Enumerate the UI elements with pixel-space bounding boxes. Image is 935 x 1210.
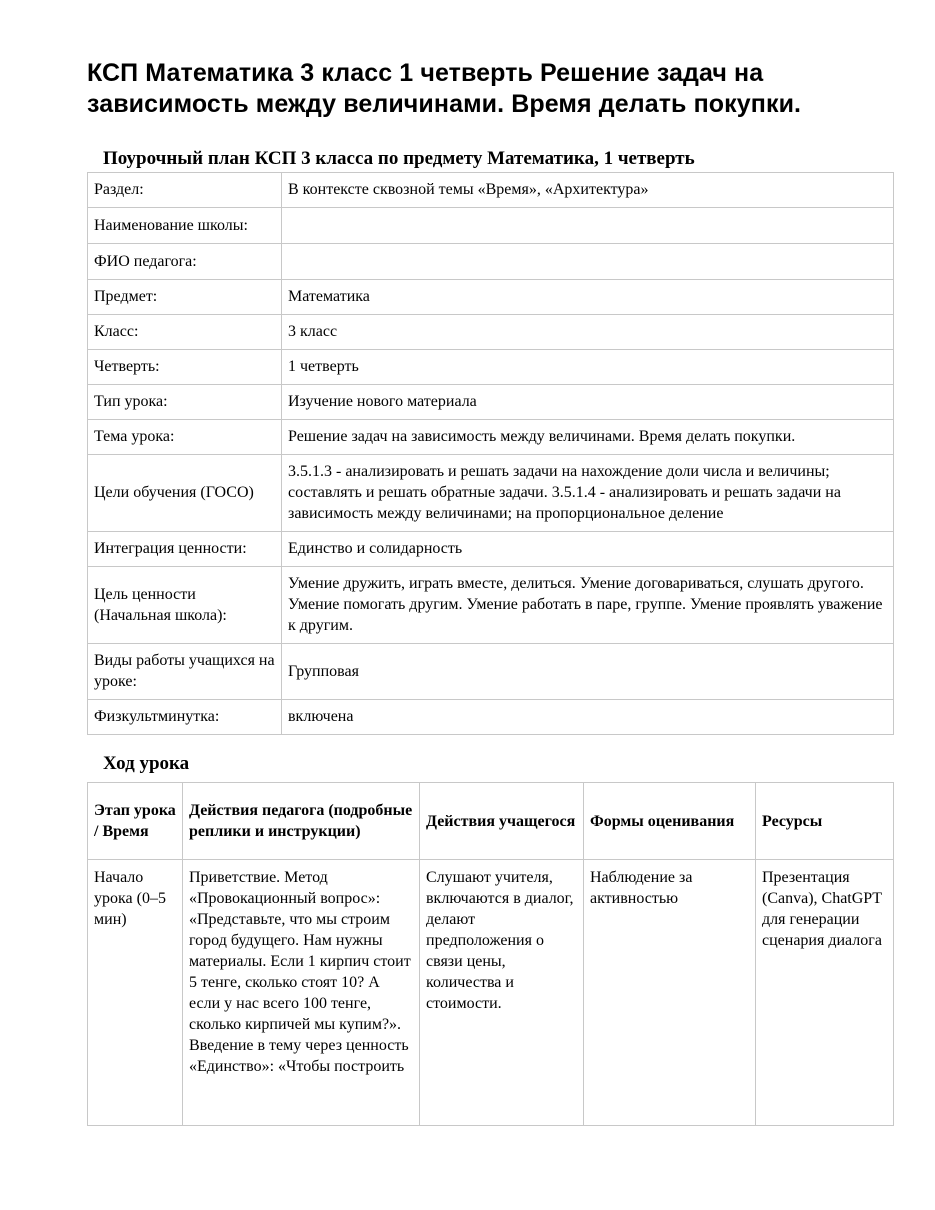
info-label: Раздел: [88,173,282,208]
plan-heading: Поурочный план КСП 3 класса по предмету Математика, 1 четверть [103,148,695,169]
info-value: Единство и солидарность [282,532,894,567]
info-label: Виды работы учащихся на уроке: [88,644,282,700]
info-value: включена [282,700,894,735]
info-row [88,420,894,455]
header-teacher-actions: Действия педагога (подробные реплики и инструкции) [183,783,420,860]
stage-time-cell: Начало урока (0–5 мин) [88,860,183,1126]
info-value: Групповая [282,644,894,700]
info-row [88,208,894,244]
info-row [88,700,894,735]
info-value: В контексте сквозной темы «Время», «Архитектура» [282,173,894,208]
info-value: 3.5.1.3 - анализировать и решать задачи на нахождение доли числа и величины; составлять и решать обратные задачи. 3.5.1.4 - анализировать и решать задачи на зависимость между величинами; на пропорциональное деление [282,455,894,532]
info-row [88,385,894,420]
info-value: 1 четверть [282,350,894,385]
info-label: ФИО педагога: [88,244,282,280]
info-row [88,567,894,644]
info-value: Математика [282,280,894,315]
info-label: Цели обучения (ГОСО) [88,455,282,532]
info-row [88,315,894,350]
header-stage-time: Этап урока / Время [88,783,183,860]
resources-cell: Презентация (Canva), ChatGPT для генерации сценария диалога [756,860,894,1126]
info-label: Тип урока: [88,385,282,420]
info-value: Изучение нового материала [282,385,894,420]
info-value [282,208,894,244]
info-row [88,244,894,280]
lesson-flow-header-row [88,783,894,860]
lesson-flow-row [88,860,894,1126]
info-row [88,350,894,385]
info-value [282,244,894,280]
teacher-actions-cell: Приветствие. Метод «Провокационный вопрос»: «Представьте, что мы строим город будущего. Нам нужны материалы. Если 1 кирпич стоит 5 тенге, сколько стоят 10? А если у нас всего 100 тенге, сколько кирпичей мы купим?». Введение в тему через ценность «Единство»: «Чтобы построить [183,860,420,1126]
info-value: 3 класс [282,315,894,350]
info-label: Класс: [88,315,282,350]
info-value: Решение задач на зависимость между величинами. Время делать покупки. [282,420,894,455]
assessment-forms-cell: Наблюдение за активностью [584,860,756,1126]
info-row [88,532,894,567]
info-label: Интеграция ценности: [88,532,282,567]
document-page [87,58,893,1126]
lesson-info-body [88,173,894,735]
lesson-flow-heading: Ход урока [103,753,190,774]
info-row [88,455,894,532]
info-value: Умение дружить, играть вместе, делиться. Умение договариваться, слушать другого. Умение помогать другим. Умение работать в паре, группе. Умение проявлять уважение к другим. [282,567,894,644]
document-title: КСП Математика 3 класс 1 четверть Решение задач на зависимость между величинами. Время делать покупки. [87,59,802,118]
student-actions-cell: Слушают учителя, включаются в диалог, делают предположения о связи цены, количества и стоимости. [420,860,584,1126]
header-assessment-forms: Формы оценивания [584,783,756,860]
info-label: Четверть: [88,350,282,385]
lesson-flow-table [87,782,894,1126]
header-student-actions: Действия учащегося [420,783,584,860]
header-resources: Ресурсы [756,783,894,860]
lesson-info-table [87,172,894,735]
info-label: Цель ценности (Начальная школа): [88,567,282,644]
info-row [88,280,894,315]
info-label: Наименование школы: [88,208,282,244]
info-label: Предмет: [88,280,282,315]
info-label: Физкультминутка: [88,700,282,735]
info-label: Тема урока: [88,420,282,455]
info-row [88,644,894,700]
info-row [88,173,894,208]
